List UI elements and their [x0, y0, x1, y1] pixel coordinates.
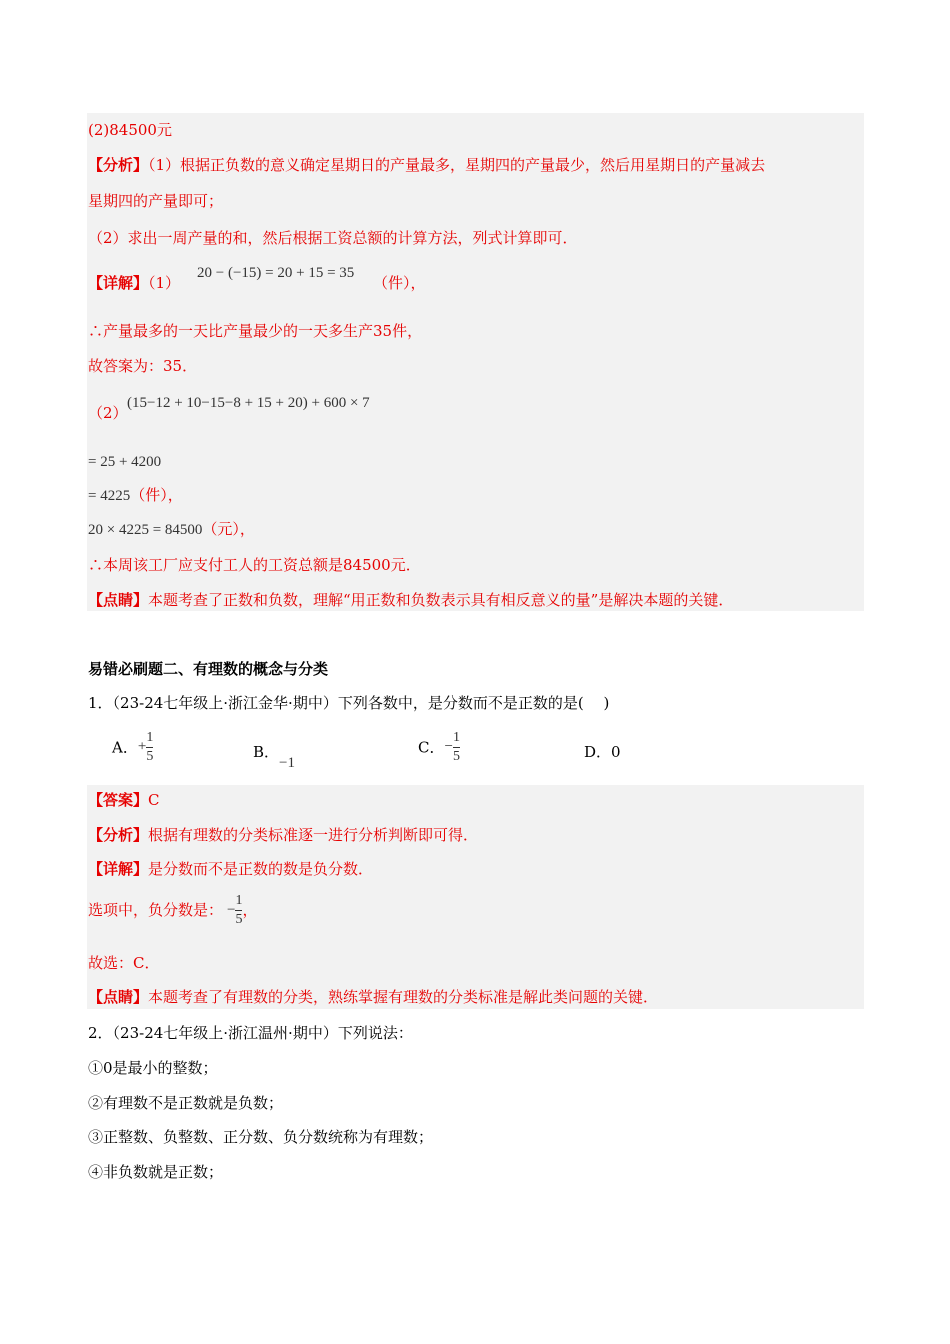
- step-1: = 25 + 4200: [88, 454, 162, 470]
- comment-tag: 【点睛】: [88, 591, 149, 609]
- comment-line-1: [88, 590, 733, 610]
- detail-line-1: [88, 273, 180, 293]
- analysis-text-1a: （1）根据正负数的意义确定星期日的产量最多，星期四的产量最少，然后用星期日的产量减去: [148, 156, 766, 174]
- analysis-line-3: （2）求出一周产量的和，然后根据工资总额的计算方法，列式计算即可．: [88, 229, 578, 247]
- detail-tag: 【详解】: [88, 274, 149, 292]
- detail-1-prefix: （1）: [148, 274, 181, 292]
- therefore-line-1: ∴产量最多的一天比产量最少的一天多生产35件，: [88, 322, 423, 340]
- statement-3: ③正整数、负整数、正分数、负分数统称为有理数；: [88, 1128, 434, 1146]
- section-title: 易错必刷题二、有理数的概念与分类: [88, 660, 329, 678]
- comment-line-2: 【点睛】本题考查了有理数的分类，熟练掌握有理数的分类标准是解此类问题的关键．: [88, 988, 659, 1006]
- analysis-line-2: 星期四的产量即可；: [88, 192, 224, 210]
- question-1-stem: 1．（23-24七年级上·浙江金华·期中）下列各数中，是分数而不是正数的是( ): [88, 694, 610, 712]
- option-b[interactable]: B．−1: [253, 743, 295, 771]
- detail-1-suffix: （件），: [373, 274, 426, 292]
- fraction: $\frac{1}{5}$: [452, 730, 460, 764]
- options-line-q1: 选项中，负分数是： − $\frac{1}{5}$ ，: [88, 893, 258, 927]
- detail-line-q1: 【详解】是分数而不是正数的数是负分数．: [88, 860, 374, 878]
- fraction: $\frac{1}{5}$: [235, 893, 243, 927]
- analysis-line-q1: 【分析】根据有理数的分类标准逐一进行分析判断即可得．: [88, 826, 479, 844]
- option-a[interactable]: A．+ $\frac{1}{5}$: [112, 730, 154, 764]
- fraction: $\frac{1}{5}$: [146, 730, 154, 764]
- answer-line-2: 【答案】C: [88, 791, 160, 809]
- analysis-tag: 【分析】: [88, 156, 149, 174]
- analysis-line-1: [88, 155, 765, 175]
- statement-1: ①0是最小的整数；: [88, 1059, 218, 1077]
- detail-2-prefix: （2）: [88, 404, 128, 422]
- option-d[interactable]: D．0: [584, 743, 621, 761]
- statement-4: ④非负数就是正数；: [88, 1163, 224, 1181]
- step-3: 20 × 4225 = 84500（元），: [88, 520, 255, 538]
- answer-line-1: 故答案为：35．: [88, 357, 198, 375]
- detail-1-formula: 20 − (−15) = 20 + 15 = 35: [197, 265, 355, 281]
- comment-text: 本题考查了正数和负数，理解“用正数和负数表示具有相反意义的量”是解决本题的关键．: [148, 591, 734, 609]
- statement-2: ②有理数不是正数就是负数；: [88, 1094, 284, 1112]
- answer-part-2: (2)84500元: [88, 121, 172, 139]
- therefore-line-2: ∴本周该工厂应支付工人的工资总额是84500元．: [88, 556, 421, 574]
- option-c[interactable]: C．− $\frac{1}{5}$: [418, 730, 460, 764]
- detail-2-formula: (15−12 + 10−15−8 + 15 + 20) + 600 × 7: [127, 395, 370, 411]
- question-2-stem: 2．（23-24七年级上·浙江温州·期中）下列说法：: [88, 1024, 413, 1042]
- choose-line: 故选：C．: [88, 954, 160, 972]
- step-2: = 4225（件），: [88, 486, 183, 504]
